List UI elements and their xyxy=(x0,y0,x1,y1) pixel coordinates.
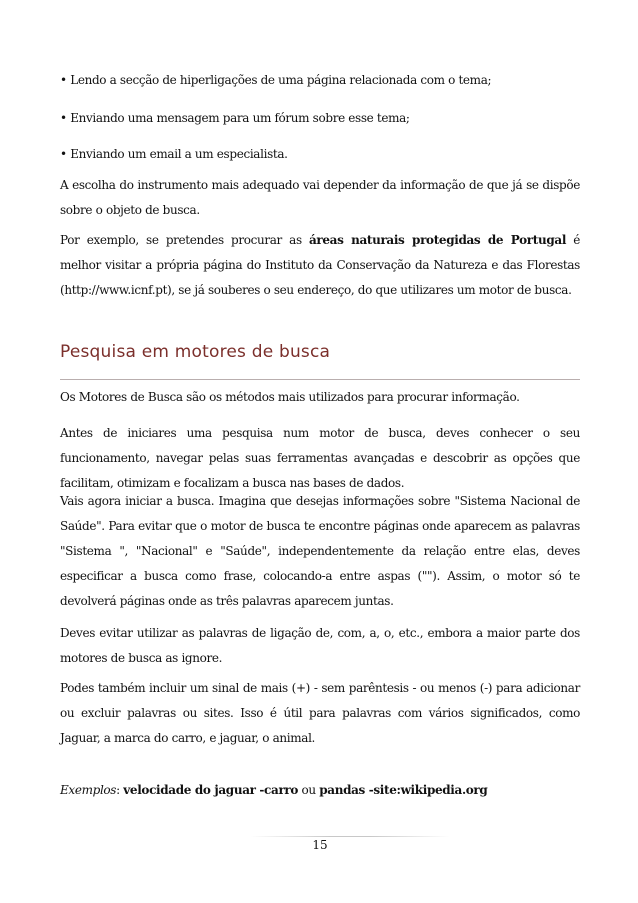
examples-line xyxy=(60,778,580,803)
paragraph-example xyxy=(60,228,580,303)
bullet-item xyxy=(60,68,580,93)
bullet-item xyxy=(60,142,580,167)
paragraph-instrument: A escolha do instrumento mais adequado vai depender da informação de que já se dispõe sobre o objeto de busca. xyxy=(60,178,580,217)
footer-divider xyxy=(250,836,450,837)
section-paragraph: Os Motores de Busca são os métodos mais utilizados para procurar informação. xyxy=(60,390,520,404)
examples-label: Exemplos xyxy=(60,783,117,797)
example-query-1: velocidade do jaguar -carro xyxy=(123,783,299,797)
bullet-text: Enviando um email a um especialista. xyxy=(70,147,288,161)
section-paragraph: Vais agora iniciar a busca. Imagina que desejas informações sobre "Sistema Nacional de Saúde". Para evitar que o motor de busca te encontre páginas onde aparecem as palavras "Sistema ", "Nacional" e "Saúde", independentemente da relação entre elas, deves especificar a busca como frase, colocando-a entre aspas (""). Assim, o motor só te devolverá páginas onde as três palavras aparecem juntas. xyxy=(60,494,580,608)
section-paragraph: Podes também incluir um sinal de mais (+) - sem parêntesis - ou menos (-) para adicionar ou excluir palavras ou sites. Isso é útil para palavras com vários significados, como Jaguar, a marca do carro, e jaguar, o animal. xyxy=(60,681,580,745)
section-paragraph: Deves evitar utilizar as palavras de ligação de, com, a, o, etc., embora a maior parte dos motores de busca as ignore. xyxy=(60,626,580,665)
page-number: 15 xyxy=(312,838,328,852)
examples-connector: ou xyxy=(298,783,320,797)
bullet-text: Lendo a secção de hiperligações de uma página relacionada com o tema; xyxy=(70,73,492,87)
example-text-after: é melhor visitar a própria página do Instituto da Conservação da Natureza e das Florestas (http://www.icnf.pt), se já souberes o seu endereço, do que utilizares um motor de busca. xyxy=(60,233,581,297)
bullet-marker: • xyxy=(60,111,67,125)
bullet-item xyxy=(60,106,580,131)
section-paragraph: Antes de iniciares uma pesquisa num motor de busca, deves conhecer o seu funcionamento, navegar pelas suas ferramentas avançadas e descobrir as opções que facilitam, otimizam e focalizam a busca nas bases de dados. xyxy=(60,426,580,490)
bullet-marker: • xyxy=(60,147,67,161)
section-heading: Pesquisa em motores de busca xyxy=(60,342,331,362)
example-text-before: Por exemplo, se pretendes procurar as xyxy=(60,233,309,247)
heading-divider xyxy=(60,379,580,380)
example-bold-term: áreas naturais protegidas de Portugal xyxy=(308,233,567,247)
bullet-text: Enviando uma mensagem para um fórum sobre esse tema; xyxy=(70,111,410,125)
examples-colon: : xyxy=(116,783,124,797)
example-query-2: pandas -site:wikipedia.org xyxy=(319,783,488,797)
bullet-marker: • xyxy=(60,73,67,87)
